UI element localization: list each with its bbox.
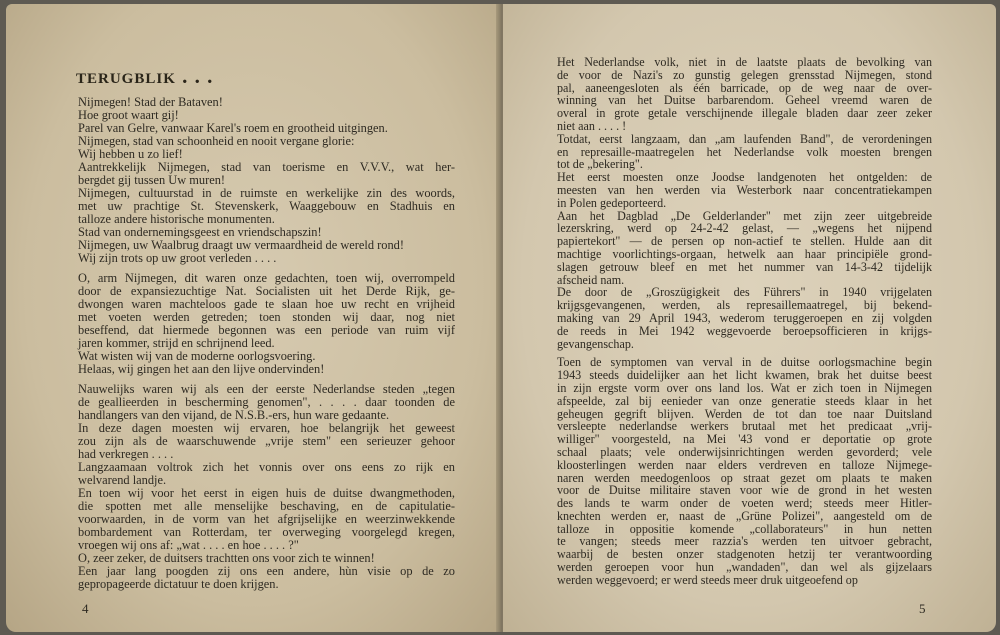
text-line: machtige voorlichtings-orgaan, hetwelk aan haar principiële grond- (557, 246, 932, 261)
text-line: O, zeer zeker, de duitsers trachtten ons voor zich te winnen! (78, 551, 375, 565)
text-line: werden geroepen voor hun „wandaden", dan wel als gijzelaars (557, 560, 932, 575)
text-section (78, 383, 455, 591)
text-line: Het Nederlandse volk, niet in de laatste plaats de bevolking van (557, 55, 932, 69)
text-line: 1943 steeds duidelijker aan het licht kwamen, brak het duitse beest (557, 368, 932, 383)
text-line: Nijmegen, uw Waalbrug draagt uw vermaardheid de wereld rond! (78, 238, 404, 252)
text-line: beseffend, dat hiermede begonnen was een periode van ruim vijf (78, 323, 455, 337)
left-page-text (78, 96, 455, 598)
paragraph (557, 133, 932, 171)
text-line: Wat wisten wij van de moderne oorlogsvoering. (78, 349, 316, 363)
text-line: versleepte nederlandse werkers brutaal met het predicaat „vrij- (557, 419, 932, 434)
text-line: Aantrekkelijk Nijmegen, stad van toerisme en V.V.V., wat her- (78, 160, 455, 174)
paragraph (78, 187, 455, 226)
text-line: bombardement van Rotterdam, ter overweging voorgelegd kregen, (78, 525, 455, 539)
text-line: Totdat, eerst langzaam, dan „am laufenden Band", de verordeningen (557, 131, 932, 146)
paragraph (78, 363, 455, 376)
paragraph (78, 383, 455, 422)
text-line: Het eerst moesten onze Joodse landgenoten het ontgelden: de (557, 170, 932, 185)
text-line: die spotten met alle menselijke beschaving, en de capitulatie- (78, 499, 455, 513)
text-line: Aan het Dagblad „De Gelderlander" met zijn zeer uitgebreide (557, 208, 932, 223)
text-line: slagen getrouw bleef en met het nummer van 14-3-42 tijdelijk (557, 259, 932, 274)
text-line: voor de Duitse militaire staven voor wie de grond in het westen (557, 483, 932, 498)
right-page (503, 4, 996, 632)
text-line: Wij hebben u zo lief! (78, 147, 183, 161)
text-line: papiertekort" — de persen op non-actief te stellen. Hulde aan dit (557, 234, 932, 249)
text-line: Nijmegen! Stad der Bataven! (78, 95, 223, 109)
text-line: voorwaarden, in de vorm van het afgrijselijke en weerzinwekkende (78, 512, 455, 526)
text-line: welvarend landje. (78, 473, 167, 487)
text-line: gevangenschap. (557, 336, 634, 351)
text-line: Parel van Gelre, vanwaar Karel's roem en grootheid uitgingen. (78, 121, 388, 135)
text-line: meesten van hen werden via Westerbork naar concentratiekampen (557, 182, 932, 197)
text-section (557, 56, 932, 350)
paragraph (78, 565, 455, 591)
text-line: knechten werden er, naast de „Grüne Polizei", aangesteld om de (557, 508, 932, 523)
text-line: afscheid nam. (557, 272, 625, 287)
paragraph (78, 272, 455, 350)
text-line: Nijmegen, stad van schoonheid en nooit vergane glorie: (78, 134, 355, 148)
text-line: making van 29 April 1943, wederom teruggeroepen en zij volgden (557, 310, 932, 325)
text-line: te vangen; steeds meer razzia's werden ten uitvoer gebracht, (557, 534, 932, 549)
text-line: Langzaamaan voltrok zich het vonnis over ons eens zo rijk en (78, 460, 455, 474)
text-line: Een jaar lang poogden zij ons een andere, hùn visie op de zo (78, 564, 455, 578)
paragraph (557, 286, 932, 350)
text-line: Hoe groot waart gij! (78, 108, 179, 122)
paragraph (78, 161, 455, 187)
text-line: De door de „Groszügigkeit des Führers" in 1940 vrijgelaten (557, 285, 932, 300)
text-line: Stad van ondernemingsgeest en vriendschapszin! (78, 225, 322, 239)
text-section (78, 96, 455, 265)
text-line: tot de „bekering". (557, 157, 643, 172)
text-line: Toen de symptomen van verval in de duitse oorlogsmachine begin (557, 355, 932, 370)
paragraph (557, 210, 932, 287)
page-number-left: 4 (82, 601, 89, 616)
text-line: In deze dagen moesten wij ervaren, hoe belangrijk het geweest (78, 421, 455, 435)
text-line: Nauwelijks waren wij als een der eerste Nederlandse steden „tegen (78, 382, 455, 396)
text-line: pal, aaneengesloten als één barricade, op de weg naar de over- (557, 80, 932, 95)
text-line: niet aan . . . . ! (557, 118, 627, 133)
page-number-right: 5 (919, 601, 926, 616)
text-line: vroegen wij ons af: „wat . . . . en hoe . . . . ?" (78, 538, 299, 552)
text-line: dwongen waren machteloos gade te slaan hoe uw recht en vrijheid (78, 297, 455, 311)
text-line: gepropageerde dictatuur te doen krijgen. (78, 577, 279, 591)
text-line: O, arm Nijmegen, dit waren onze gedachten, toen wij, overrompeld (78, 271, 455, 285)
text-line: lezerskring, werd op 24-2-42 gelast, — „wegens het nijpend (557, 221, 932, 236)
text-line: werden weggevoerd; er werd steeds meer druk uitgeoefend op (557, 572, 858, 587)
right-page-text (557, 56, 932, 593)
text-line: Wij zijn trots op uw groot verleden . . . . (78, 251, 277, 265)
text-line: had verkregen . . . . (78, 447, 174, 461)
text-line: talloze andere historische monumenten. (78, 212, 275, 226)
text-line: geheugen gegrift blijven. Werden de tot dan toe naar Duitsland (557, 406, 932, 421)
text-line: de voor de Nazi's zo gunstig gelegen grensstad Nijmegen, stond (557, 67, 932, 82)
text-line: en represaille-maatregelen het Nederlandse volk moesten brengen (557, 144, 932, 159)
text-line: kloosterlingen werden naar elders verdreven en talloze Nijmege- (557, 457, 932, 472)
paragraph (78, 422, 455, 461)
text-line: williger" voorgesteld, na Mei '43 vond er deportatie op grote (557, 432, 932, 447)
text-line: En toen wij voor het eerst in eigen huis de duitse dwangmethoden, (78, 486, 455, 500)
left-page (6, 4, 502, 632)
text-line: overal in grote getale verschijnende illegale bladen daar zeer zeker (557, 106, 932, 121)
text-line: afspeelde, zal bij eenieder van onze generatie steeds klaar in het (557, 393, 932, 408)
text-line: krijgsgevangenen, werden, als represaillemaatregel, bij bekend- (557, 298, 932, 313)
text-line: naren werden meedogenloos op straat gezet om plaats te maken (557, 470, 932, 485)
text-line: met uw prachtige St. Stevenskerk, Waaggebouw en Stadhuis en (78, 199, 455, 213)
paragraph (557, 171, 932, 209)
text-line: de reeds in Mei 1942 weggevoerde beroepsofficieren in krijgs- (557, 323, 932, 338)
text-line: in zijn ergste vorm over ons land los. Wat er zich toen in Nijmegen (557, 380, 932, 395)
text-line: jaren kommer, strijd en schrijnend leed. (78, 336, 275, 350)
text-line: met voeten werden getreden; toen stonden wij daar, nog niet (78, 310, 455, 324)
text-section (78, 272, 455, 376)
text-line: winning van het Duitse barbarendom. Geheel vreemd waren de (557, 93, 932, 108)
text-line: waarbij de besten onzer stadgenoten hetzij ter verantwoording (557, 547, 932, 562)
text-line: zou zijn als de waarschuwende „vrije stem" een serieuzer gehoor (78, 434, 455, 448)
text-line: bergdet gij tussen Uw muren! (78, 173, 226, 187)
text-line: Nijmegen, cultuurstad in de ruimste en werkelijke zin des woords, (78, 186, 455, 200)
text-line: talloze in oppositie komende „collaborateurs" in hun netten (557, 521, 932, 536)
text-section (557, 356, 932, 586)
paragraph (78, 487, 455, 552)
text-line: in Polen gedeporteerd. (557, 195, 667, 210)
paragraph (78, 461, 455, 487)
chapter-title: terugblik . . . (76, 64, 214, 88)
text-line: handlangers van den vijand, de N.S.B.-ers, hun ware gedaante. (78, 408, 390, 422)
text-line: door de expansiezuchtige Nat. Socialisten uit het Derde Rijk, ge- (78, 284, 455, 298)
text-line: des lands te warm onder de voeten werd; steeds meer Hitler- (557, 496, 932, 511)
paragraph (78, 252, 455, 265)
paragraph (557, 56, 932, 133)
text-line: schaal plaats; vele onderwijsinrichtingen werden gevorderd; vele (557, 444, 932, 459)
text-line: Helaas, wij gingen het aan den lijve ondervinden! (78, 362, 325, 376)
paragraph (557, 356, 932, 586)
text-line: de geallieerden in bescherming genomen", . . . . daar toonden de (78, 395, 455, 409)
